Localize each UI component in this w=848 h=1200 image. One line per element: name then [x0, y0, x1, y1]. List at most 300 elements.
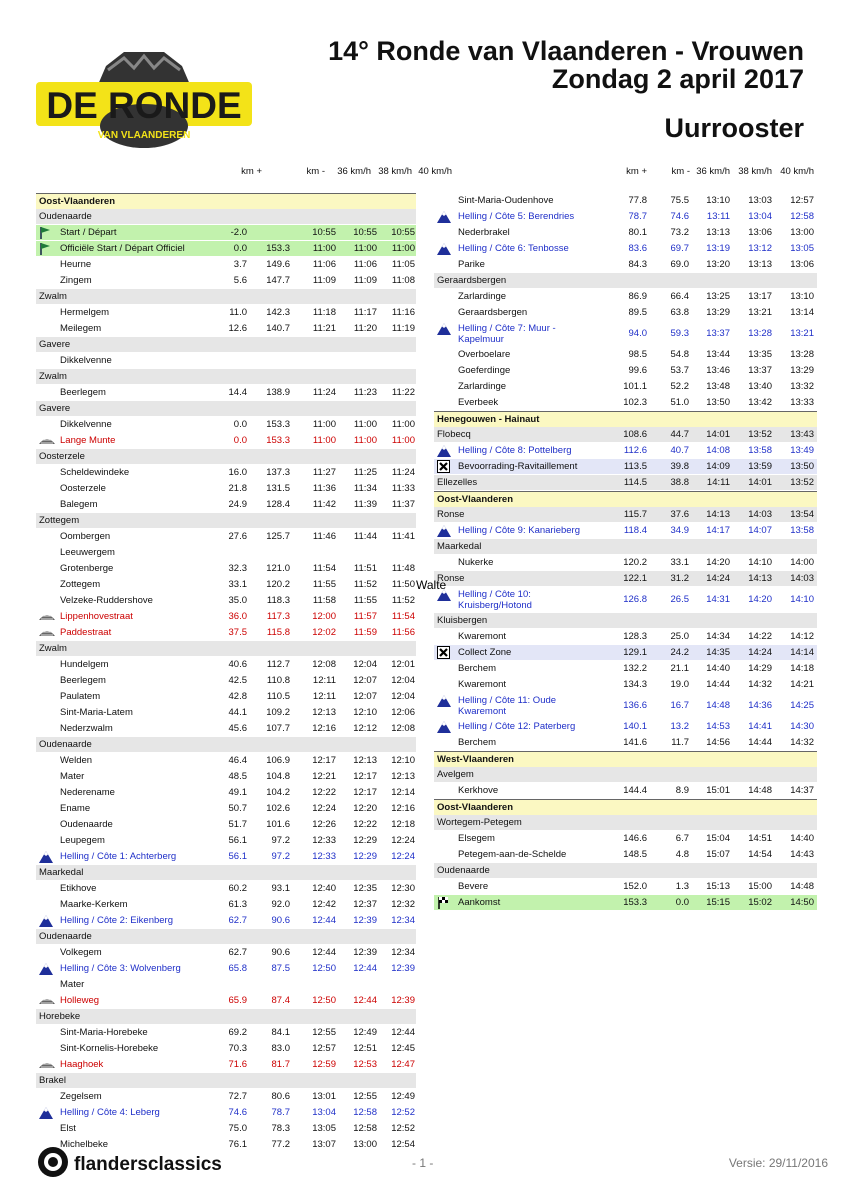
km-plus-cell: 144.4	[623, 785, 647, 796]
km-minus-cell: 53.7	[670, 365, 689, 376]
time-36-cell: 13:25	[706, 291, 730, 302]
row-label: Helling / Côte 12: Paterberg	[458, 721, 576, 732]
climb-row-helling-cote-11-oude-kwaremont	[434, 693, 817, 718]
time-40-cell: 11:56	[391, 627, 415, 638]
row-label: Helling / Côte 2: Eikenberg	[60, 915, 174, 926]
row-label: Oost-Vlaanderen	[437, 494, 514, 505]
province-row-oost-vlaanderen	[434, 491, 817, 507]
km-plus-cell: 108.6	[623, 429, 647, 440]
climb-row-helling-cote-7-muur-kapelmuur	[434, 321, 817, 346]
km-plus-cell: 62.7	[228, 947, 247, 958]
time-40-cell: 11:41	[391, 531, 415, 542]
row-label: Ronse	[437, 509, 465, 520]
time-40-cell: 13:29	[790, 365, 814, 376]
finish-flag-icon	[437, 896, 451, 909]
time-40-cell: 11:22	[391, 387, 415, 398]
time-38-cell: 12:55	[353, 1091, 377, 1102]
place-row-berchem	[434, 661, 817, 676]
time-40-cell: 11:33	[391, 483, 415, 494]
place-row-leupegem	[36, 833, 416, 848]
time-40-cell: 13:28	[790, 349, 814, 360]
time-40-cell: 11:00	[391, 243, 415, 254]
province-row-henegouwen-hainaut	[434, 411, 817, 427]
km-plus-cell: 102.3	[623, 397, 647, 408]
municipality-row-maarkedal	[36, 865, 416, 880]
time-38-cell: 12:29	[353, 851, 377, 862]
km-plus-cell: 141.6	[623, 737, 647, 748]
time-38-cell: 11:23	[353, 387, 377, 398]
place-row-hermelgem	[36, 305, 416, 320]
place-row-mater	[36, 769, 416, 784]
row-label: Lange Munte	[60, 435, 116, 446]
row-label: Volkegem	[60, 947, 102, 958]
row-label: Helling / Côte 8: Pottelberg	[458, 445, 572, 456]
time-38-cell: 12:13	[353, 755, 377, 766]
km-plus-cell: 76.1	[228, 1139, 247, 1150]
km-minus-cell: 8.9	[675, 785, 689, 796]
time-36-cell: 14:44	[706, 679, 730, 690]
row-label: Gavere	[39, 339, 71, 350]
km-plus-cell: 12.6	[228, 323, 247, 334]
place-row-leeuwergem	[36, 545, 416, 560]
time-36-cell: 12:50	[312, 995, 336, 1006]
km-plus-cell: 75.0	[228, 1123, 247, 1134]
row-label: Ellezelles	[437, 477, 478, 488]
row-label: Hundelgem	[60, 659, 109, 670]
row-label: Helling / Côte 6: Tenbosse	[458, 243, 569, 254]
place-row-berchem	[434, 735, 817, 750]
km-plus-cell: 48.5	[228, 771, 247, 782]
climb-icon	[437, 242, 451, 255]
climb-row-helling-cote-4-leberg	[36, 1105, 416, 1120]
time-36-cell: 13:05	[312, 1123, 336, 1134]
time-40-cell: 12:52	[391, 1123, 415, 1134]
climb-icon	[437, 720, 451, 733]
time-38-cell: 11:25	[353, 467, 377, 478]
place-row-zarlardinge	[434, 289, 817, 304]
time-38-cell: 11:06	[353, 259, 377, 270]
km-plus-cell: 71.6	[228, 1059, 247, 1070]
time-38-cell: 12:44	[353, 963, 377, 974]
time-38-cell: 12:58	[353, 1123, 377, 1134]
km-plus-cell: 0.0	[233, 435, 247, 446]
km-minus-cell: 102.6	[266, 803, 290, 814]
km-plus-cell: 11.0	[229, 307, 247, 318]
km-plus-cell: 3.7	[233, 259, 247, 270]
km-plus-cell: 152.0	[623, 881, 647, 892]
place-row-kwaremont	[434, 677, 817, 692]
time-38-cell: 14:44	[748, 737, 772, 748]
time-40-cell: 10:55	[391, 227, 415, 238]
row-label: Kerkhove	[458, 785, 499, 796]
km-plus-cell: 74.6	[228, 1107, 247, 1118]
row-label: Officiële Start / Départ Officiel	[60, 243, 185, 254]
time-40-cell: 13:43	[790, 429, 814, 440]
km-minus-cell: 37.6	[670, 509, 689, 520]
time-38-cell: 12:51	[353, 1043, 377, 1054]
time-38-cell: 12:39	[353, 915, 377, 926]
row-label: Balegem	[60, 499, 98, 510]
municipality-row-oudenaarde	[434, 863, 817, 878]
km-minus-cell: 97.2	[271, 835, 290, 846]
row-label: Zarlardinge	[458, 381, 507, 392]
time-36-cell: 14:17	[706, 525, 730, 536]
time-38-cell: 14:10	[748, 557, 772, 568]
row-label: Hermelgem	[60, 307, 110, 318]
row-label: West-Vlaanderen	[437, 754, 514, 765]
km-minus-cell: 90.6	[271, 947, 290, 958]
place-row-nukerke	[434, 555, 817, 570]
km-minus-cell: 117.3	[266, 611, 290, 622]
time-38-cell: 13:13	[748, 259, 772, 270]
cobble-row-haaghoek	[36, 1057, 416, 1072]
place-row-meilegem	[36, 321, 416, 336]
time-40-cell: 14:00	[790, 557, 814, 568]
time-38-cell: 12:29	[353, 835, 377, 846]
km-minus-cell: 128.4	[266, 499, 290, 510]
time-36-cell: 13:50	[706, 397, 730, 408]
time-36-cell: 13:44	[706, 349, 730, 360]
place-row-paulatem	[36, 689, 416, 704]
climb-icon	[437, 210, 451, 223]
col-km-plus: km +	[241, 166, 262, 177]
time-40-cell: 11:37	[391, 499, 415, 510]
time-38-cell: 12:37	[353, 899, 377, 910]
km-plus-cell: 115.7	[623, 509, 647, 520]
climb-row-helling-cote-10-kruisberg-hotond	[434, 587, 817, 612]
time-40-cell: 14:32	[790, 737, 814, 748]
time-40-cell: 13:58	[790, 525, 814, 536]
time-38-cell: 14:36	[748, 700, 772, 711]
province-row-oost-vlaanderen	[36, 193, 416, 209]
climb-row-helling-cote-6-tenbosse	[434, 241, 817, 256]
km-plus-cell: 94.0	[628, 328, 647, 339]
row-label: Bevoorrading-Ravitaillement	[458, 461, 578, 472]
km-minus-cell: 110.5	[266, 691, 290, 702]
row-label: Elsegem	[458, 833, 495, 844]
km-minus-cell: 69.7	[670, 243, 689, 254]
time-36-cell: 12:21	[312, 771, 336, 782]
time-40-cell: 13:52	[790, 477, 814, 488]
time-40-cell: 13:54	[790, 509, 814, 520]
time-36-cell: 12:42	[312, 899, 336, 910]
km-plus-cell: 27.6	[228, 531, 247, 542]
place-row-grotenberge	[36, 561, 416, 576]
row-label: Nederbrakel	[458, 227, 510, 238]
supply-zone-icon	[437, 646, 451, 659]
km-minus-cell: 147.7	[266, 275, 290, 286]
row-label: Helling / Côte 7: Muur - Kapelmuur	[458, 323, 556, 345]
place-row-bevere	[434, 879, 817, 894]
time-36-cell: 14:34	[706, 631, 730, 642]
time-38-cell: 13:42	[748, 397, 772, 408]
km-plus-cell: 16.0	[228, 467, 247, 478]
km-plus-cell: 46.4	[228, 755, 247, 766]
time-36-cell: 11:36	[312, 483, 336, 494]
place-row-kerkhove	[434, 783, 817, 798]
row-label: Beerlegem	[60, 387, 106, 398]
cobblestone-icon	[39, 626, 53, 639]
start-finish-row-start-depart	[36, 225, 416, 240]
km-minus-cell: 92.0	[271, 899, 290, 910]
time-36-cell: 13:20	[706, 259, 730, 270]
time-36-cell: 11:06	[312, 259, 336, 270]
km-plus-cell: 51.7	[228, 819, 247, 830]
time-40-cell: 11:19	[391, 323, 415, 334]
row-label: Etikhove	[60, 883, 97, 894]
km-plus-cell: 50.7	[228, 803, 247, 814]
col-40kmh: 40 km/h	[780, 166, 814, 177]
km-minus-cell: 34.9	[670, 525, 689, 536]
time-40-cell: 12:34	[391, 915, 415, 926]
time-36-cell: 12:24	[312, 803, 336, 814]
time-38-cell: 14:03	[748, 509, 772, 520]
municipality-row-avelgem	[434, 767, 817, 782]
km-plus-cell: 128.3	[623, 631, 647, 642]
place-row-maarke-kerkem	[36, 897, 416, 912]
km-minus-cell: 6.7	[675, 833, 689, 844]
time-36-cell: 13:07	[312, 1139, 336, 1150]
row-label: Berchem	[458, 737, 497, 748]
km-plus-cell: 56.1	[228, 835, 247, 846]
km-plus-cell: 99.6	[628, 365, 647, 376]
time-38-cell: 10:55	[353, 227, 377, 238]
place-row-elst	[36, 1121, 416, 1136]
time-40-cell: 12:24	[391, 835, 415, 846]
place-row-everbeek	[434, 395, 817, 410]
time-38-cell: 12:04	[353, 659, 377, 670]
climb-icon	[437, 444, 451, 457]
time-36-cell: 14:35	[706, 647, 730, 658]
time-40-cell: 12:01	[391, 659, 415, 670]
time-38-cell: 12:22	[353, 819, 377, 830]
time-38-cell: 13:17	[748, 291, 772, 302]
climb-row-helling-cote-2-eikenberg	[36, 913, 416, 928]
row-label: Zegelsem	[60, 1091, 102, 1102]
time-40-cell: 13:21	[790, 328, 814, 339]
row-label: Wortegem-Petegem	[437, 817, 522, 828]
row-label: Helling / Côte 1: Achterberg	[60, 851, 177, 862]
time-38-cell: 11:00	[353, 435, 377, 446]
km-plus-cell: 112.6	[623, 445, 647, 456]
row-label: Helling / Côte 5: Berendries	[458, 211, 575, 222]
time-36-cell: 11:27	[312, 467, 336, 478]
km-minus-cell: 40.7	[670, 445, 689, 456]
municipality-row-horebeke	[36, 1009, 416, 1024]
km-plus-cell: 21.8	[228, 483, 247, 494]
km-plus-cell: -2.0	[230, 227, 247, 238]
row-label: Oost-Vlaanderen	[437, 802, 514, 813]
km-minus-cell: 73.2	[670, 227, 689, 238]
time-36-cell: 10:55	[312, 227, 336, 238]
row-label: Maarkedal	[437, 541, 482, 552]
km-plus-cell: 60.2	[228, 883, 247, 894]
km-plus-cell: 45.6	[228, 723, 247, 734]
time-40-cell: 12:54	[391, 1139, 415, 1150]
time-36-cell: 14:09	[706, 461, 730, 472]
time-36-cell: 14:48	[706, 700, 730, 711]
time-40-cell: 12:08	[391, 723, 415, 734]
time-38-cell: 13:03	[748, 195, 772, 206]
time-36-cell: 13:04	[312, 1107, 336, 1118]
col-km-minus: km -	[306, 166, 325, 177]
km-plus-cell: 84.3	[628, 259, 647, 270]
km-plus-cell: 129.1	[623, 647, 647, 658]
row-label: Goeferdinge	[458, 365, 511, 376]
col-38kmh: 38 km/h	[378, 166, 412, 177]
place-row-balegem	[36, 497, 416, 512]
km-minus-cell: 125.7	[266, 531, 290, 542]
time-36-cell: 14:24	[706, 573, 730, 584]
km-plus-cell: 24.9	[228, 499, 247, 510]
km-minus-cell: 69.0	[670, 259, 689, 270]
row-label: Dikkelvenne	[60, 355, 112, 366]
time-38-cell: 14:32	[748, 679, 772, 690]
row-label: Oosterzele	[39, 451, 85, 462]
row-label: Beerlegem	[60, 675, 106, 686]
km-plus-cell: 35.0	[228, 595, 247, 606]
time-38-cell: 11:52	[353, 579, 377, 590]
time-40-cell: 11:16	[391, 307, 415, 318]
place-row-heurne	[36, 257, 416, 272]
climb-icon	[437, 322, 451, 335]
time-40-cell: 12:13	[391, 771, 415, 782]
km-plus-cell: 98.5	[628, 349, 647, 360]
time-36-cell: 14:13	[706, 509, 730, 520]
time-40-cell: 14:12	[790, 631, 814, 642]
version-label: Versie: 29/11/2016	[728, 1156, 828, 1170]
km-minus-cell: 11.7	[671, 737, 689, 748]
place-row-sint-kornelis-horebeke	[36, 1041, 416, 1056]
km-plus-cell: 136.6	[623, 700, 647, 711]
time-36-cell: 15:07	[706, 849, 730, 860]
ronde-logo	[36, 42, 252, 157]
place-row-zottegem	[36, 577, 416, 592]
time-36-cell: 12:50	[312, 963, 336, 974]
time-38-cell: 11:44	[353, 531, 377, 542]
schedule-title: Uurrooster	[664, 113, 804, 143]
row-label: Kwaremont	[458, 679, 507, 690]
municipality-row-brakel	[36, 1073, 416, 1088]
km-plus-cell: 113.5	[623, 461, 647, 472]
row-label: Helling / Côte 9: Kanarieberg	[458, 525, 580, 536]
time-36-cell: 12:00	[312, 611, 336, 622]
time-36-cell: 15:15	[706, 897, 730, 908]
row-label: Oudenaarde	[39, 931, 92, 942]
km-minus-cell: 21.1	[670, 663, 689, 674]
cobblestone-icon	[39, 434, 53, 447]
row-label: Zottegem	[39, 515, 80, 526]
time-38-cell: 11:00	[353, 243, 377, 254]
km-plus-cell: 0.0	[233, 243, 247, 254]
time-40-cell: 12:10	[391, 755, 415, 766]
time-40-cell: 11:00	[391, 419, 415, 430]
time-38-cell: 13:59	[748, 461, 772, 472]
place-row-overboelare	[434, 347, 817, 362]
time-36-cell: 12:11	[312, 675, 336, 686]
km-plus-cell: 122.1	[623, 573, 647, 584]
municipality-row-flobecq	[434, 427, 817, 442]
row-label: Helling / Côte 4: Leberg	[60, 1107, 160, 1118]
time-40-cell: 13:49	[790, 445, 814, 456]
row-label: Brakel	[39, 1075, 66, 1086]
time-40-cell: 13:06	[790, 259, 814, 270]
time-36-cell: 11:00	[312, 435, 336, 446]
km-minus-cell: 78.7	[271, 1107, 290, 1118]
row-label: Oudenaarde	[60, 819, 113, 830]
time-36-cell: 12:44	[312, 947, 336, 958]
km-minus-cell: 13.2	[670, 721, 689, 732]
row-label: Nederename	[60, 787, 115, 798]
time-38-cell: 13:04	[748, 211, 772, 222]
km-minus-cell: 87.5	[271, 963, 290, 974]
climb-row-helling-cote-9-kanarieberg	[434, 523, 817, 538]
time-40-cell: 12:44	[391, 1027, 415, 1038]
row-label: Start / Départ	[60, 227, 117, 238]
row-label: Sint-Maria-Horebeke	[60, 1027, 148, 1038]
row-label: Oost-Vlaanderen	[39, 196, 116, 207]
place-row-ename	[36, 801, 416, 816]
time-38-cell: 14:51	[748, 833, 772, 844]
row-label: Dikkelvenne	[60, 419, 112, 430]
km-plus-cell: 72.7	[228, 1091, 247, 1102]
row-label: Michelbeke	[60, 1139, 109, 1150]
place-row-sint-maria-latem	[36, 705, 416, 720]
row-label: Aankomst	[458, 897, 501, 908]
km-plus-cell: 49.1	[228, 787, 247, 798]
time-40-cell: 12:18	[391, 819, 415, 830]
time-40-cell: 12:30	[391, 883, 415, 894]
col-40kmh: 40 km/h	[418, 166, 452, 177]
time-36-cell: 13:01	[312, 1091, 336, 1102]
row-label: Heurne	[60, 259, 92, 270]
flanders-classics-logo	[36, 1145, 236, 1184]
time-38-cell: 14:01	[748, 477, 772, 488]
km-minus-cell: 83.0	[271, 1043, 290, 1054]
km-minus-cell: 1.3	[675, 881, 689, 892]
climb-row-helling-cote-5-berendries	[434, 209, 817, 224]
time-36-cell: 12:33	[312, 835, 336, 846]
place-row-beerlegem	[36, 385, 416, 400]
place-row-nederename	[36, 785, 416, 800]
km-minus-cell: 109.2	[266, 707, 290, 718]
place-row-zegelsem	[36, 1089, 416, 1104]
start-finish-row-officiele-start-depart-officiel	[36, 241, 416, 256]
km-plus-cell: 0.0	[233, 419, 247, 430]
place-row-dikkelvenne	[36, 353, 416, 368]
km-plus-cell: 120.2	[623, 557, 647, 568]
start-finish-row-aankomst	[434, 895, 817, 910]
time-40-cell: 12:14	[391, 787, 415, 798]
km-minus-cell: 93.1	[271, 883, 290, 894]
time-38-cell: 12:10	[353, 707, 377, 718]
row-label: Sint-Maria-Latem	[60, 707, 133, 718]
km-minus-cell: 25.0	[670, 631, 689, 642]
municipality-row-zwalm	[36, 641, 416, 656]
km-plus-cell: 83.6	[628, 243, 647, 254]
time-38-cell: 11:39	[353, 499, 377, 510]
place-row-velzeke-ruddershove	[36, 593, 416, 608]
time-36-cell: 11:46	[312, 531, 336, 542]
km-plus-cell: 56.1	[228, 851, 247, 862]
row-label: Everbeek	[458, 397, 499, 408]
row-label: Paulatem	[60, 691, 101, 702]
time-40-cell: 11:50	[391, 579, 415, 590]
row-label: Leeuwergem	[60, 547, 115, 558]
time-36-cell: 11:09	[312, 275, 336, 286]
place-row-welden	[36, 753, 416, 768]
km-minus-cell: 153.3	[266, 419, 290, 430]
